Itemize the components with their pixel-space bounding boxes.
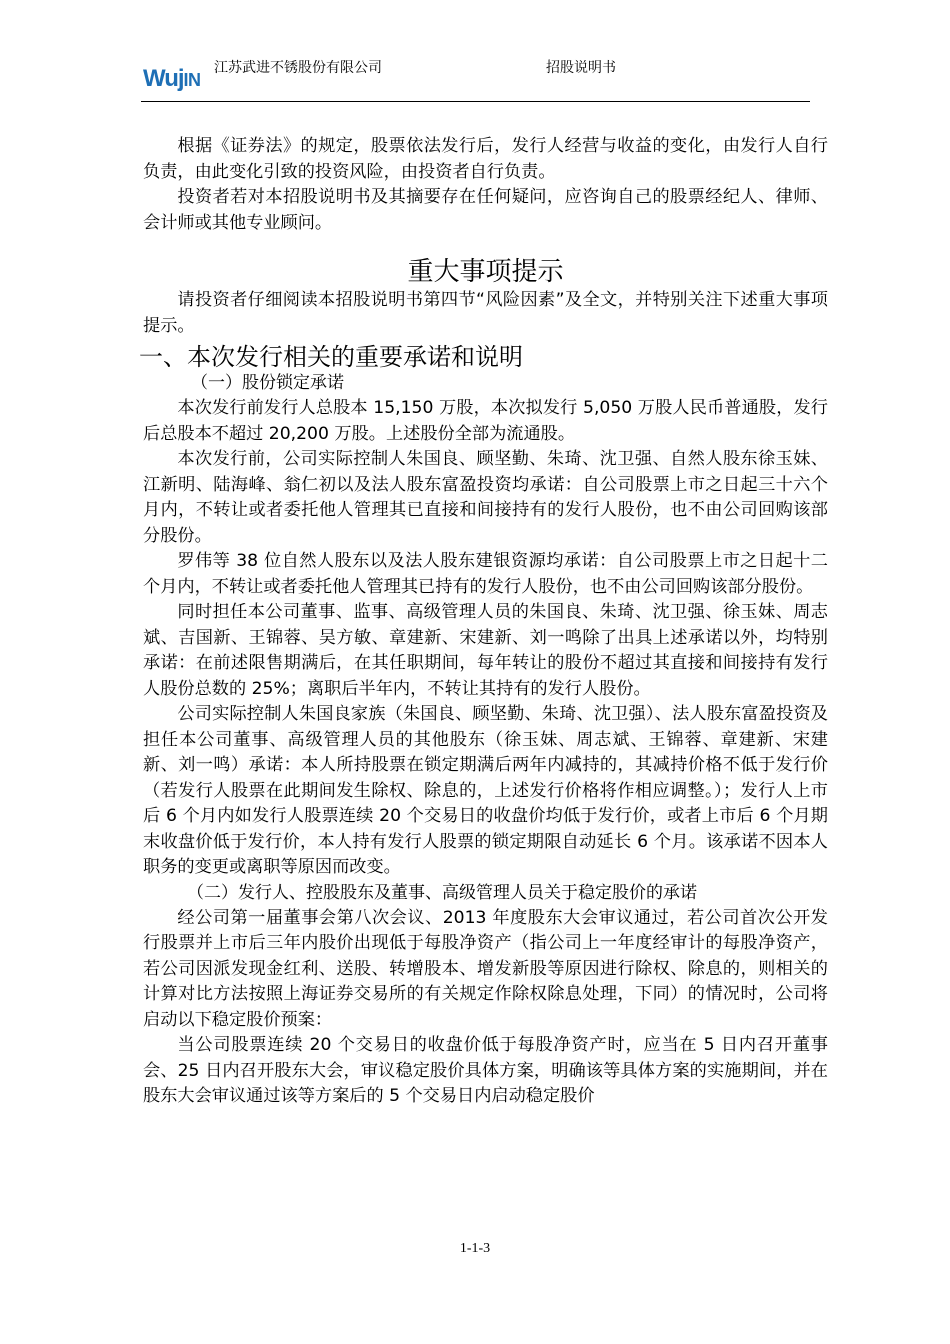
page-body: [139, 134, 828, 1110]
logo-main-text: Wuj: [143, 65, 184, 92]
logo-small-text: IN: [183, 70, 201, 90]
document-title: 招股说明书: [546, 60, 616, 76]
main-title: 重大事项提示: [407, 257, 564, 287]
page-header: [141, 56, 810, 102]
intro-paragraph: 投资者若对本招股说明书及其摘要存在任何疑问，应咨询自己的股票经纪人、律师、会计师或其他专业顾问。: [143, 187, 828, 233]
notice-paragraph: 请投资者仔细阅读本招股说明书第四节“风险因素”及全文，并特别关注下述重大事项提示。: [143, 290, 828, 336]
wujin-logo: [143, 67, 201, 92]
body-paragraph: 本次发行前，公司实际控制人朱国良、顾坚勤、朱琦、沈卫强、自然人股东徐玉妹、江新明、陆海峰、翁仁初以及法人股东富盈投资均承诺：自公司股票上市之日起三十六个月内，不转让或者委托他人管理其已直接和间接持有的发行人股份，也不由公司回购该部分股份。: [143, 449, 828, 546]
header-divider: [141, 101, 810, 102]
company-name: 江苏武进不锈股份有限公司: [214, 60, 382, 76]
body-paragraph: 同时担任本公司董事、监事、高级管理人员的朱国良、朱琦、沈卫强、徐玉妹、周志斌、吉国新、王锦蓉、吴方敏、章建新、宋建新、刘一鸣除了出具上述承诺以外，均特别承诺：在前述限售期满后，在其任职期间，每年转让的股份不超过其直接和间接持有发行人股份总数的 25%；离职后半年内，不转让其持有的发行人股份。: [143, 602, 828, 699]
body-paragraph: 公司实际控制人朱国良家族（朱国良、顾坚勤、朱琦、沈卫强）、法人股东富盈投资及担任本公司董事、高级管理人员的其他股东（徐玉妹、周志斌、王锦蓉、章建新、宋建新、刘一鸣）承诺：本人所持股票在锁定期满后两年内减持的，其减持价格不低于发行价（若发行人股票在此期间发生除权、除息的，上述发行价格将作相应调整。）；发行人上市后 6 个月内如发行人股票连续 20 个交易日的收盘价均低于发行价，或者上市后 6 个月期末收盘价低于发行价，本人持有发行人股票的锁定期限自动延长 6 个月。该承诺不因本人职务的变更或离职等原因而改变。: [143, 704, 828, 877]
body-paragraph: 经公司第一届董事会第八次会议、2013 年度股东大会审议通过，若公司首次公开发行股票并上市后三年内股价出现低于每股净资产（指公司上一年度经审计的每股净资产，若公司因派发现金红利、送股、转增股本、增发新股等原因进行除权、除息的，则相关的计算对比方法按照上海证券交易所的有关规定作除权除息处理，下同）的情况时，公司将启动以下稳定股价预案：: [143, 907, 828, 1030]
intro-paragraph: 根据《证券法》的规定，股票依法发行后，发行人经营与收益的变化，由发行人自行负责，由此变化引致的投资风险，由投资者自行负责。: [143, 136, 828, 182]
body-paragraph: 本次发行前发行人总股本 15,150 万股，本次拟发行 5,050 万股人民币普通股，发行后总股本不超过 20,200 万股。上述股份全部为流通股。: [143, 398, 828, 444]
section-heading-1: 一、本次发行相关的重要承诺和说明: [139, 343, 523, 371]
body-paragraph: 当公司股票连续 20 个交易日的收盘价低于每股净资产时，应当在 5 日内召开董事会、25 日内召开股东大会，审议稳定股价具体方案，明确该等具体方案的实施期间，并在股东大会审议通过该等方案后的 5 个交易日内启动稳定股价: [143, 1035, 828, 1106]
subsection-heading-share-lockup: （一）股份锁定承诺: [191, 373, 344, 393]
body-paragraph: 罗伟等 38 位自然人股东以及法人股东建银资源均承诺：自公司股票上市之日起十二个月内，不转让或者委托他人管理其已持有的发行人股份，也不由公司回购该部分股份。: [143, 551, 828, 597]
page-number: 1-1-3: [459, 1241, 491, 1256]
subsection-heading-price-stabilization: （二）发行人、控股股东及董事、高级管理人员关于稳定股价的承诺: [187, 882, 697, 903]
